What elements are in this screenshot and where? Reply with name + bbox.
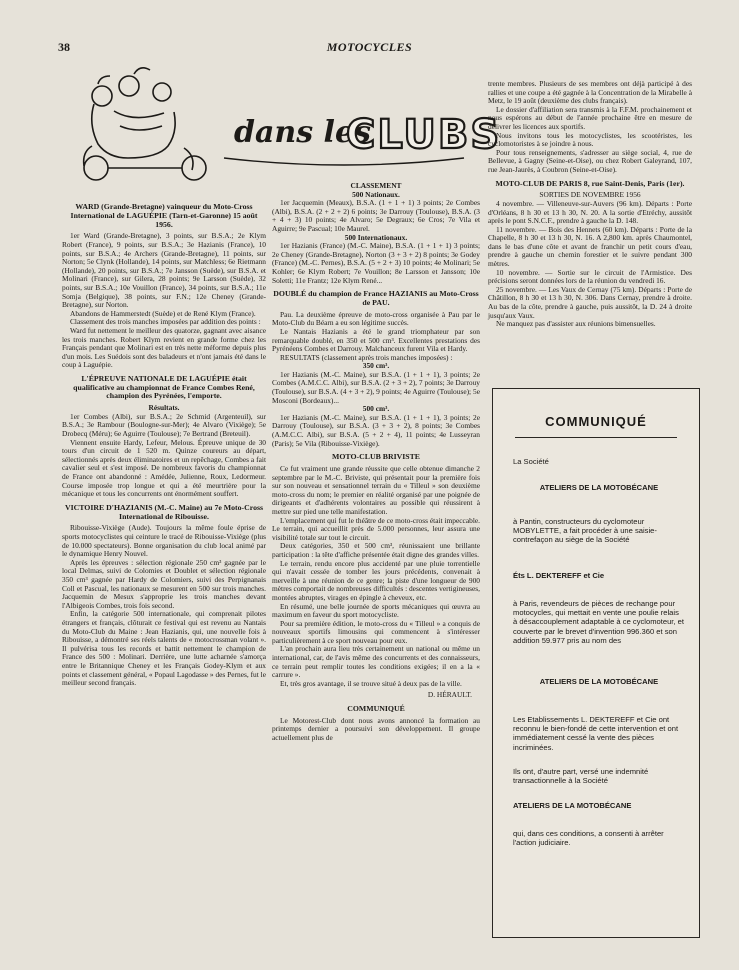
column-right (488, 80, 692, 329)
dans-les-clubs-logo (74, 56, 502, 186)
page-number: 38 (58, 40, 70, 54)
paragraph: 4 novembre. — Villeneuve-sur-Auvers (96 km). Départs : Porte d'Orléans, 8 h 30 et 13 h 30, N. 20. A la sortie d'Etréchy, aussitôt après le pont S.N.C.F., prendre à gauche la D. 148. (488, 198, 692, 226)
section-subheading: 350 cm³. (362, 361, 390, 371)
paragraph: 1er Jacquemin (Meaux), B.S.A. (1 + 1 + 1) 3 points; 2e Combes (Albi), B.S.A. (2 + 2 + 2) 6 points; 3e Darrouy (Toulouse), B.S.A. (3 + 4 + 3) 10 points; 4e Alvaro; 5e Degraux; 6e Cros; 7e Vila et Aguirre; 9e Pascual; 10e Maurel. (272, 198, 480, 233)
paragraph: Deux catégories, 350 et 500 cm³, réunissaient une brillante participation : la tête d'affiche présentée était digne des grandes villes. (272, 541, 480, 559)
running-head: MOTOCYCLES (326, 40, 413, 54)
section-subheading: 500 Internationaux. (344, 232, 408, 242)
communique-company-1: ATELIERS DE LA MOTOBÉCANE (539, 483, 659, 492)
communique-text-4: Ils ont, d'autre part, versé une indemnité transactionnelle à la Société (513, 767, 649, 786)
paragraph: Ribouisse-Vixiège (Aude). Toujours la même foule éprise de sports motocyclistes qui ceinture le tracé de Ribouisse-Vixiège (plus de 10.000 spectateurs). Bonne organisation du club local animé par le dynamique Henry Nouvel. (62, 523, 266, 559)
logo-lettering (234, 112, 501, 158)
paragraph: Enfin, la catégorie 500 internationale, qui comprenait pilotes étrangers et français, clôturait ce festival qui est revenu au Nantais du Moto-Club du Maine : Jean Hazianis, qui, une nouvelle fois à Ribouisse, a démontré ses réels talents de « motocrossman volant ». Il pulvérisa tous les records et battit nettement le champion de France des 500 : Molinari. Derrière, une lutte acharnée s'amorça entre le Britannique Cheney et les Français Godey-Klym et aux points et classement général, « Popaul Lagodasse » des Pernes, fut le meilleur second français. (62, 609, 266, 688)
article-heading: L'ÉPREUVE NATIONALE DE LAGUÉPIE était qualificative au championnat de France Combes René, champion des Pyrénées, l'emporte. (73, 373, 255, 401)
paragraph: Le Nantais Hazianis a été le grand triomphateur par son remarquable doublé, en 350 et 500 cm³. Excellentes prestations des Pyrénéens Combes et Darrouy. Malchanceux furent Vila et Hardy. (272, 326, 480, 354)
paragraph: Viennent ensuite Hardy, Lefeur, Melous. Épreuve unique de 30 tours d'un circuit de 1 520 m. Quinze coureurs au départ, sélectionnés après deux éliminatoires et un repêchage, Combes a fait cavalier seul et s'est imposé. De nombreux favoris du championnat de France ont abandonné : Amédée, Julienne, Roux, Ledormeur. Course imposée trop longue et qui a été meurtrière pour la mécanique et tous les concurrents ont énormément souffert. (62, 437, 266, 499)
paragraph: L'an prochain aura lieu très certainement un national ou même un international, car, de l'avis même des concurrents et des connaisseurs, ce terrain peut remplir toutes les conditions exigées; il en a la « carrure ». (272, 644, 480, 680)
article-heading: COMMUNIQUÉ (347, 704, 405, 714)
author-signature: D. HÉRAULT. (427, 690, 472, 700)
paragraph: 10 novembre. — Sortie sur le circuit de l'Armistice. Des précisions seront données lors de la réunion du vendredi 16. (488, 267, 692, 286)
article-heading: MOTO-CLUB DE PARIS 8, rue Saint-Denis, Paris (1er). (495, 178, 685, 188)
communique-box (492, 388, 700, 938)
paragraph: Et, très gros avantage, il se trouve situé à deux pas de la ville. (280, 678, 462, 688)
article-heading: VICTOIRE D'HAZIANIS (M.-C. Maine) au 7e Moto-Cross International de Ribouisse. (64, 502, 264, 521)
paragraph: 1er Hazianis (M.-C. Maine), sur B.S.A. (1 + 1 + 1), 3 points; 2e Darrouy (Toulouse), sur B.S.A. (3 + 3 + 2), 8 points; 3e Combes (A.M.C.C. Albi), sur B.S.A. (5 + 2 + 4), 11 points; 4e Lusseyran (Paris); 5e Vila (Ribouisse-Vixiège). (272, 412, 480, 448)
paragraph: Le Motorest-Club dont nous avons annoncé la formation au printemps dernier a poursuivi son développement. Il groupe actuellement plus de (272, 715, 480, 743)
section-subheading: CLASSEMENT (350, 181, 402, 190)
paragraph: Nous invitons tous les motocyclistes, les scootéristes, les cyclomotoristes à se joindre à nous. (488, 130, 692, 149)
article-heading: DOUBLÉ du champion de France HAZIANIS au Moto-Cross de PAU. (273, 289, 479, 307)
paragraph: Après les épreuves : sélection régionale 250 cm³ gagnée par le local Delmas, suivi de Colomies et Doublet et sélection régionale 350 cm³ gagnée par Hardy de Colomiers, suivi des Perpignanais Coll et Pascual, les nationaux se mesurent en 500 sur trois manches. Jacquemin de Mesux s'approprie les trois manches devant l'Albigeois Combes, trois fois second. (62, 557, 266, 610)
communique-la-societe: La Société (513, 457, 549, 466)
paragraph: Pau. La deuxième épreuve de moto-cross organisée à Pau par le Moto-Club du Béarn a eu son légitime succès. (272, 309, 480, 328)
communique-text-3: Les Etablissements L. DEKTEREFF et Cie ont reconnu le bien-fondé de cette intervention et ont immédiatement cessé la vente des pièces incriminées. (513, 715, 679, 752)
centered-line: SORTIES DE NOVEMBRE 1956 (539, 190, 641, 200)
paragraph: Ward fut nettement le meilleur des quatorze, gagnant avec aisance les trois manches. Robert Klym revient en grande forme chez les Français pendant que Molinari est en très nette méforme depuis plus d'un mois. Les Suédois sont des baladeurs et n'ont jamais été dans le coup à Laguépie. (62, 325, 266, 370)
communique-company-2: Éts L. DEKTEREFF et Cie (513, 571, 605, 580)
communique-company-4: ATELIERS DE LA MOTOBÉCANE (513, 801, 632, 810)
paragraph: Ne manquez pas d'assister aux réunions bimensuelles. (496, 319, 656, 329)
column-middle (272, 182, 480, 743)
section-subheading: Résultats. (148, 403, 180, 413)
communique-title: COMMUNIQUÉ (545, 414, 647, 429)
article-heading: MOTO-CLUB BRIVISTE (331, 452, 421, 462)
paragraph: Abandons de Hammerstedt (Suède) et de René Klym (France). (70, 308, 256, 318)
communique-text-5: qui, dans ces conditions, a consenti à arrêter l'action judiciaire. (513, 829, 664, 848)
paragraph: Le terrain, rendu encore plus accidenté par une pluie torrentielle qui n'avait cessée de tomber les jours précédents, convenait à merveille à une réunion de ce genre; la piste d'une longueur de 900 mètres comportait de nombreuses difficultés : descentes vertigineuses, montées abruptes, virages en épingle à cheveux, etc. (272, 558, 480, 602)
column-left (62, 198, 266, 688)
paragraph: En résumé, une belle journée de sports mécaniques qui œuvra au maximum en faveur du sport motocycliste. (272, 601, 480, 620)
paragraph: L'emplacement qui fut le théâtre de ce moto-cross était impeccable. Le terrain, qui accueillit près de 5.000 personnes, leur assura une visibilité totale sur tout le circuit. (272, 515, 480, 542)
paragraph: 11 novembre. — Bois des Hennets (60 km). Départs : Porte de la Chapelle, 8 h 30 et 13 h 30, N. 16. A 2,800 km. après Chaumontel, dans le bas d'une côte et avant de franchir un petit cours d'eau, prendre à gauche un chemin forestier et le suivre pendant 300 mètres. (488, 224, 692, 269)
paragraph: 1er Ward (Grande-Bretagne), 3 points, sur B.S.A.; 2e Klym Robert (France), 9 points, sur B.S.A.; 3e Hazianis (France), 10 points, sur B.S.A.; 4e Archers (Grande-Bretagne), 11 points, sur Norton; 5e Clynk (Hollande), 14 points, sur Matchless; 6e Rietmann (Hollande), 20 points, sur B.S.A.; 7e Jansson (Suède), sur B.S.A. et Molinari (France), sur Gilera, 28 points; 9e Larsson (Suède), 32 points, sur B.S.A.; 10e Vouillon (France), 34 points, sur B.S.A.; 11e Somja (Belgique), 38 points, sur F.N.; 12e Cheney (Grande-Bretagne), sur Norton. (62, 231, 266, 310)
paragraph: RESULTATS (classement après trois manches imposées) : (280, 352, 453, 362)
communique-company-3: ATELIERS DE LA MOTOBÉCANE (539, 677, 659, 686)
svg-text:CLUBS: CLUBS (346, 112, 502, 158)
paragraph: Pour sa première édition, le moto-cross du « Tilleul » a conquis de nouveaux sportifs limousins qui commencent à s'intéresser particulièrement à ce sport nouveau pour eux. (272, 618, 480, 645)
svg-text:dans les: dans les (234, 115, 371, 150)
section-subheading: 500 Nationaux. (352, 189, 400, 199)
article-heading: WARD (Grande-Bretagne) vainqueur du Moto-Cross International de LAGUÉPIE (Tarn-et-Garonne) 15 août 1956. (70, 202, 258, 229)
paragraph: Classement des trois manches imposées par addition des points : (70, 317, 261, 327)
paragraph: 1er Combes (Albi), sur B.S.A.; 2e Schmid (Argenteuil), sur B.S.A.; 3e Rambour (Boulogne-sur-Mer); 4e Alvaro (Vixiège); 5e Drobecq (Méru); 6e Aguirre (Toulouse); 7e Bertrand (Breteuil). (62, 411, 266, 439)
communique-rule (515, 437, 677, 438)
section-subheading: 500 cm³. (362, 404, 390, 414)
paragraph: Pour tous renseignements, s'adresser au siège social, 4, rue de Bellevue, à Gagny (Seine-et-Oise), ou chez Robert Galeyrand, 107, rue Jean-Jaurès, à Coubron (Seine-et-Oise). (488, 147, 692, 174)
communique-text-1: à Pantin, constructeurs du cyclomoteur MOBYLETTE, a fait procéder à une saisie-contrefaçon au siège de la Société (513, 517, 657, 545)
paragraph: 25 novembre. — Les Vaux de Cernay (75 km). Départs : Porte de Châtillon, 8 h 30 et 13 h 30, N. 306. Dans Cernay, prendre à droite. Au bas de la côte, prendre à gauche, puis aussitôt, la D. 24 à droite jusqu'aux Vaux. (488, 284, 692, 320)
paragraph: 1er Hazianis (France) (M.-C. Maine), B.S.A. (1 + 1 + 1) 3 points; 2e Cheney (Grande-Bretagne), Norton (3 + 3 + 2) 8 points; 3e Godey (France) (M.-C. Pernes), B.S.A. (5 + 2 + 3) 10 points; 4e Molinari; 5e Kohler; 6e Klym Robert; 7e Vouillon; 8e Larsson et Jansson; 10e Soletti; 11e Frantz; 12e Klym René... (272, 241, 480, 285)
paragraph: Ce fut vraiment une grande réussite que celle obtenue dimanche 2 septembre par le M.-C. Briviste, qui présentait pour la première fois sur son nouveau et sensationnel terrain du « Tilleul » son deuxième moto-cross du nom; le premier en réalité organisé par une poignée de dirigeants et d'adhérents volontaires au possible qui réussirent à mettre sur pied une telle manifestation. (272, 464, 480, 516)
paragraph: Le dossier d'affiliation sera transmis à la F.F.M. prochainement et nous espérons au début de l'année prochaine être en mesure de délivrer les licences aux sportifs. (488, 104, 692, 131)
paragraph: trente membres. Plusieurs de ses membres ont déjà participé à des rallies et une coupe a été gagnée à la Concentration de la Mirabelle à Metz, le 19 août (deuxième des clubs français). (488, 79, 692, 106)
paragraph: 1er Hazianis (M.-C. Maine), sur B.S.A. (1 + 1 + 1), 3 points; 2e Combes (A.M.C.C. Albi), sur B.S.A. (2 + 3 + 2), 7 points; 3e Darrouy (Toulouse), sur B.S.A. (4 + 3 + 2), 9 points; 4e Aguirre (Toulouse); 5e Mosconi (Bordeaux)... (272, 369, 480, 405)
motorcyclists-illustration (84, 68, 206, 180)
communique-text-2: à Paris, revendeurs de pièces de rechange pour motocycles, qui mettait en vente une poulie relais à désaccouplement adaptable à ce cyclomoteur, et couverte par le brevet d'invention 996.360 et son addition 59.977 pris au nom des (513, 599, 684, 645)
